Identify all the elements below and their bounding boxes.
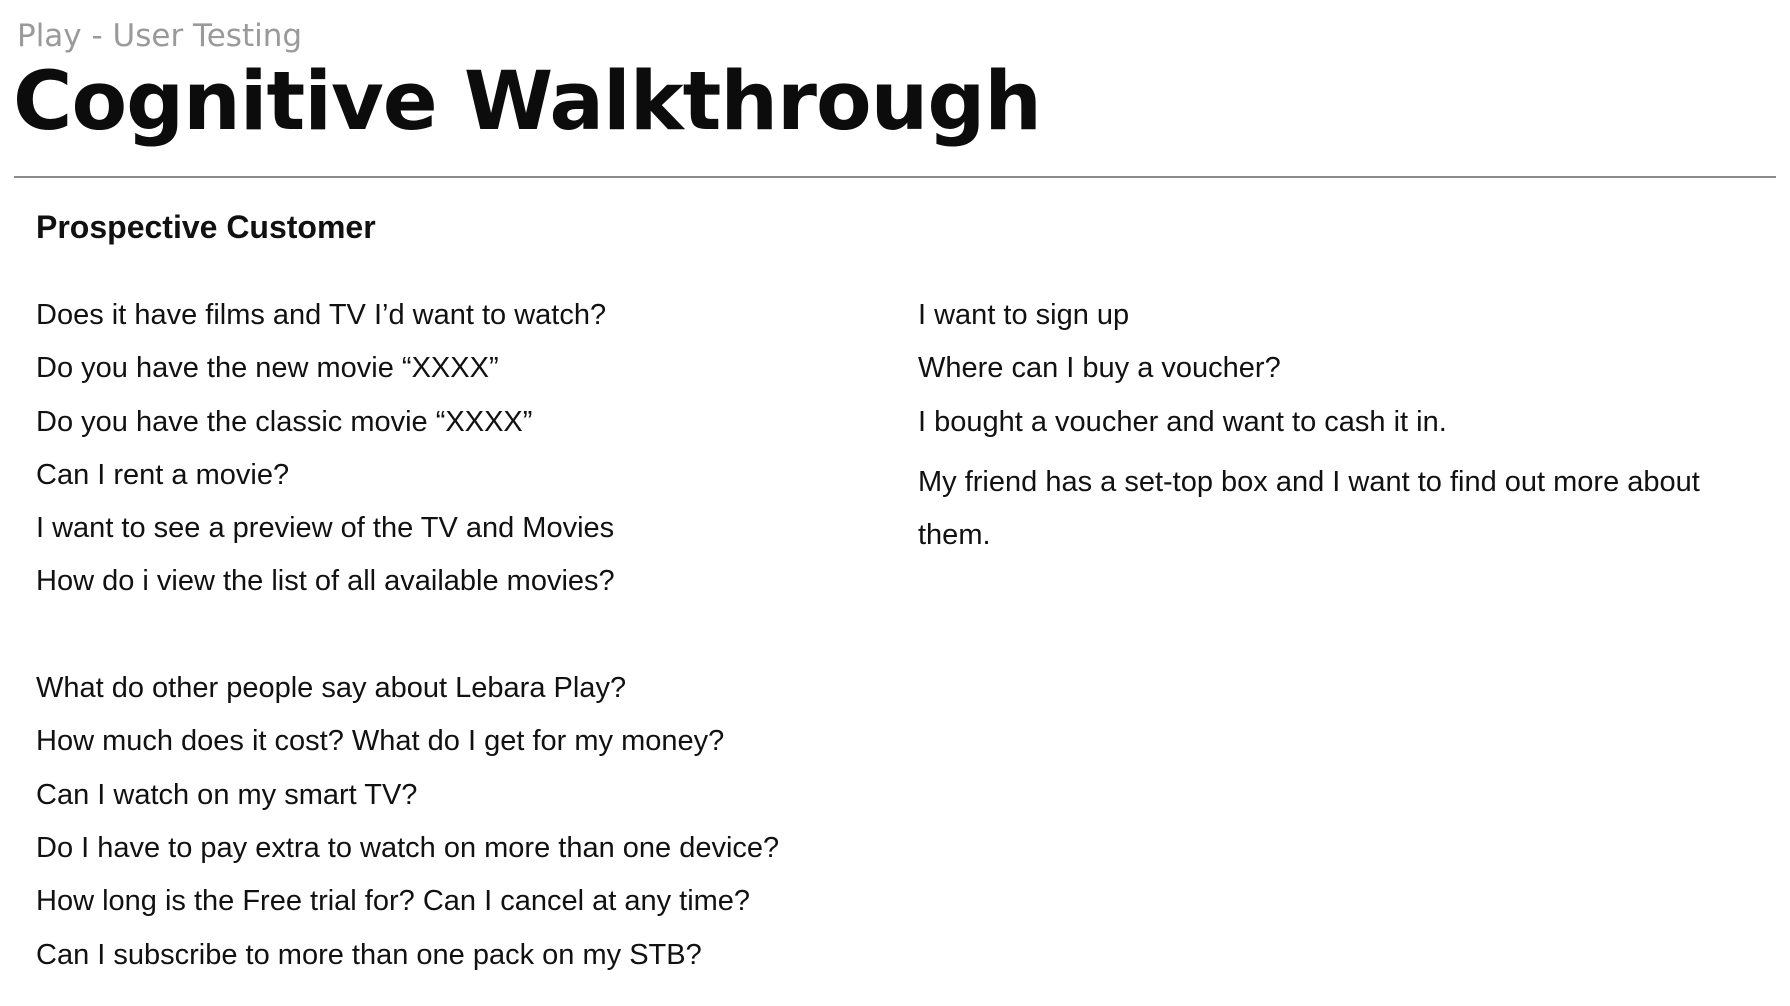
list-item: I bought a voucher and want to cash it in. <box>918 405 1447 438</box>
document-eyebrow: Play - User Testing <box>17 18 303 54</box>
list-item: Where can I buy a voucher? <box>918 352 1281 385</box>
left-question-list <box>36 296 876 989</box>
title-divider <box>14 176 1776 178</box>
section-heading: Prospective Customer <box>36 209 376 245</box>
list-item: How do i view the list of all available movies? <box>36 565 615 598</box>
list-item: Do you have the new movie “XXXX” <box>36 352 499 385</box>
right-question-list <box>918 296 1718 562</box>
list-item: I want to sign up <box>918 299 1130 331</box>
list-item: Do I have to pay extra to watch on more than one device? <box>36 831 780 864</box>
page-title: Cognitive Walkthrough <box>13 55 1041 149</box>
list-item: Do you have the classic movie “XXXX” <box>36 405 533 438</box>
list-item: How long is the Free trial for? Can I cancel at any time? <box>36 885 751 918</box>
list-item: Can I subscribe to more than one pack on my STB? <box>36 938 702 971</box>
list-item: Can I watch on my smart TV? <box>36 778 418 811</box>
group-spacer <box>36 616 876 669</box>
list-item: Can I rent a movie? <box>36 458 290 491</box>
list-item: My friend has a set-top box and I want to find out more about them. <box>918 465 1700 552</box>
list-item: I want to see a preview of the TV and Movies <box>36 512 615 545</box>
list-item: How much does it cost? What do I get for my money? <box>36 725 725 758</box>
list-item: What do other people say about Lebara Play? <box>36 672 627 705</box>
list-item: Does it have films and TV I’d want to watch? <box>36 299 607 331</box>
